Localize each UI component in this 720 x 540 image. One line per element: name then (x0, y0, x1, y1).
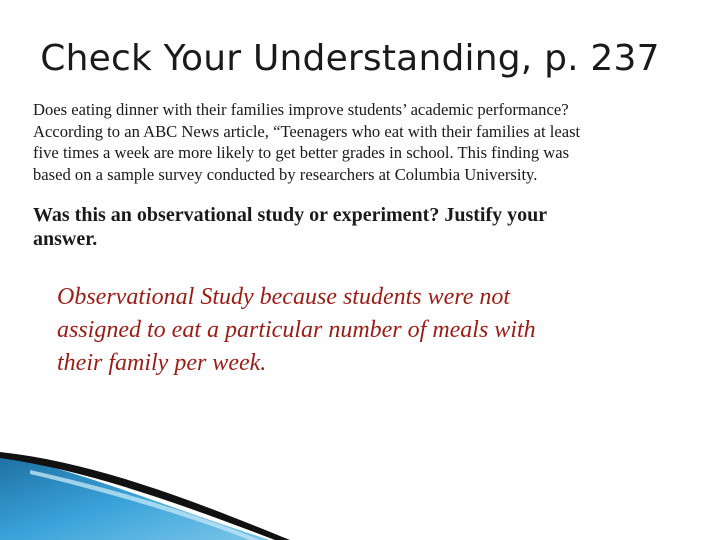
dark-swoosh-shape (0, 452, 290, 540)
body-line: According to an ABC News article, “Teenagers who eat with their families at least (33, 121, 581, 141)
answer-line: assigned to eat a particular number of meals with (57, 317, 536, 343)
light-accent-shape (30, 470, 260, 540)
answer-line: their family per week. (57, 350, 267, 376)
body-line: based on a sample survey conducted by researchers at Columbia University. (33, 164, 538, 184)
blue-wedge-shape (0, 455, 270, 540)
answer-line: Observational Study because students were not (57, 284, 511, 310)
question-text (33, 203, 693, 251)
question-line: answer. (33, 228, 98, 250)
body-line: Does eating dinner with their families improve students’ academic performance? (33, 100, 569, 119)
body-line: five times a week are more likely to get better grades in school. This finding was (33, 143, 570, 163)
answer-text (57, 281, 707, 380)
question-line: Was this an observational study or experiment? Justify your (33, 204, 548, 226)
slide-title: Check Your Understanding, p. 237 (40, 38, 660, 79)
body-paragraph (33, 99, 708, 185)
